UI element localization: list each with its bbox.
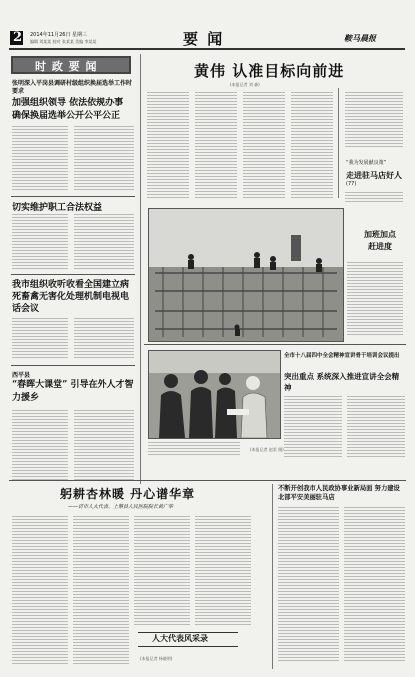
article1-body-2 xyxy=(74,126,134,192)
bottom-right-rule xyxy=(272,484,273,669)
right-subhead: (77) xyxy=(346,181,357,187)
article4-body-2 xyxy=(74,410,134,482)
people-photo xyxy=(148,350,281,439)
right-feature-body-top xyxy=(345,92,403,147)
second-body-col2 xyxy=(347,396,405,458)
second-headline: 突出重点 系统深入推进宣讲全会精神 xyxy=(284,372,400,392)
right-column-rule xyxy=(338,88,339,198)
article3-headline: 我市组织收听收看全国建立病死畜禽无害化处理机制电视电话会议 xyxy=(12,280,130,314)
article2-body xyxy=(12,214,68,270)
bottom-right-headline: 不断开创我市人民政协事业新局面 努力建设北部平安美丽驻马店 xyxy=(278,485,400,501)
main-body-col3 xyxy=(243,92,285,200)
paper-name: 鞍马晨报 xyxy=(344,33,376,43)
second-body-col1 xyxy=(284,396,342,458)
section-title: 要 闻 xyxy=(183,30,225,48)
second-kicker: 全市十八届四中全会精神宣讲骨干培训会议提出 xyxy=(284,353,400,359)
article1-body xyxy=(12,126,68,192)
main-body-col4 xyxy=(291,92,333,200)
left-divider-2 xyxy=(11,274,135,275)
article4-kicker: 西平县 xyxy=(12,372,31,379)
photo2-caption: (本报记者 赵雷 摄) xyxy=(250,447,284,452)
right-feature-body xyxy=(345,192,403,202)
left-column-rule xyxy=(140,54,141,484)
bottom-body-col4 xyxy=(195,516,251,626)
left-divider-3 xyxy=(11,365,135,366)
article4-headline: “春晖大课堂” 引导在外人才智力援乡 xyxy=(12,380,134,403)
article4-body xyxy=(12,410,68,482)
bottom-headline: 躬耕杏林暖 丹心谱华章 xyxy=(60,487,196,501)
main-body-col1 xyxy=(147,92,189,200)
date-line: 2014年11月26日 星期三 xyxy=(30,32,88,38)
people-photo-caption xyxy=(148,442,240,456)
article2-headline: 切实维护职工合法权益 xyxy=(12,203,103,213)
editor-line: 编辑 刘某某 校对 张某某 美编 李某某 xyxy=(30,39,97,44)
article3-body-2 xyxy=(74,318,134,360)
main-divider xyxy=(144,344,406,345)
main-byline: (本报记者 刘 森) xyxy=(230,82,260,87)
column-label: 人大代表风采录 xyxy=(152,633,208,643)
main-body-col2 xyxy=(195,92,237,200)
construction-photo xyxy=(148,208,344,342)
right-headline: 走进驻马店好人 xyxy=(346,170,402,180)
construction-illustration xyxy=(149,209,343,341)
bottom-right-body-col2 xyxy=(344,507,405,662)
article2-body-2 xyxy=(74,214,134,270)
article1-headline: 加强组织领导 依法依规办事 确保换届选举公开公平公正 xyxy=(12,98,124,121)
byline-bottom: (本报记者 杨晓明) xyxy=(140,656,173,661)
header-rule xyxy=(9,48,405,50)
bottom-divider xyxy=(9,480,406,481)
bottom-body-col1 xyxy=(12,516,68,666)
bottom-body-col3 xyxy=(134,516,190,626)
article1-kicker: 张明深入平岗县调研村级组织换届选举工作时要求 xyxy=(12,80,133,95)
photo-caption-right: 加班加点 赶进度 xyxy=(364,229,396,251)
photo-caption-body xyxy=(347,262,403,336)
bottom-subhead: ——访市人大代表、上蔡县人民医院院长黄广华 xyxy=(68,504,174,510)
right-kicker: “我为发展献良策” xyxy=(346,160,387,166)
bottom-right-body-col1 xyxy=(278,507,339,662)
people-illustration xyxy=(149,351,280,438)
left-divider-1 xyxy=(11,196,135,197)
article3-body xyxy=(12,318,68,360)
bottom-body-col2 xyxy=(73,516,129,666)
section-banner: 时 政 要 闻 xyxy=(35,60,98,73)
main-headline: 黄伟 认准目标向前进 xyxy=(194,62,345,80)
page-number: 2 xyxy=(13,30,23,45)
